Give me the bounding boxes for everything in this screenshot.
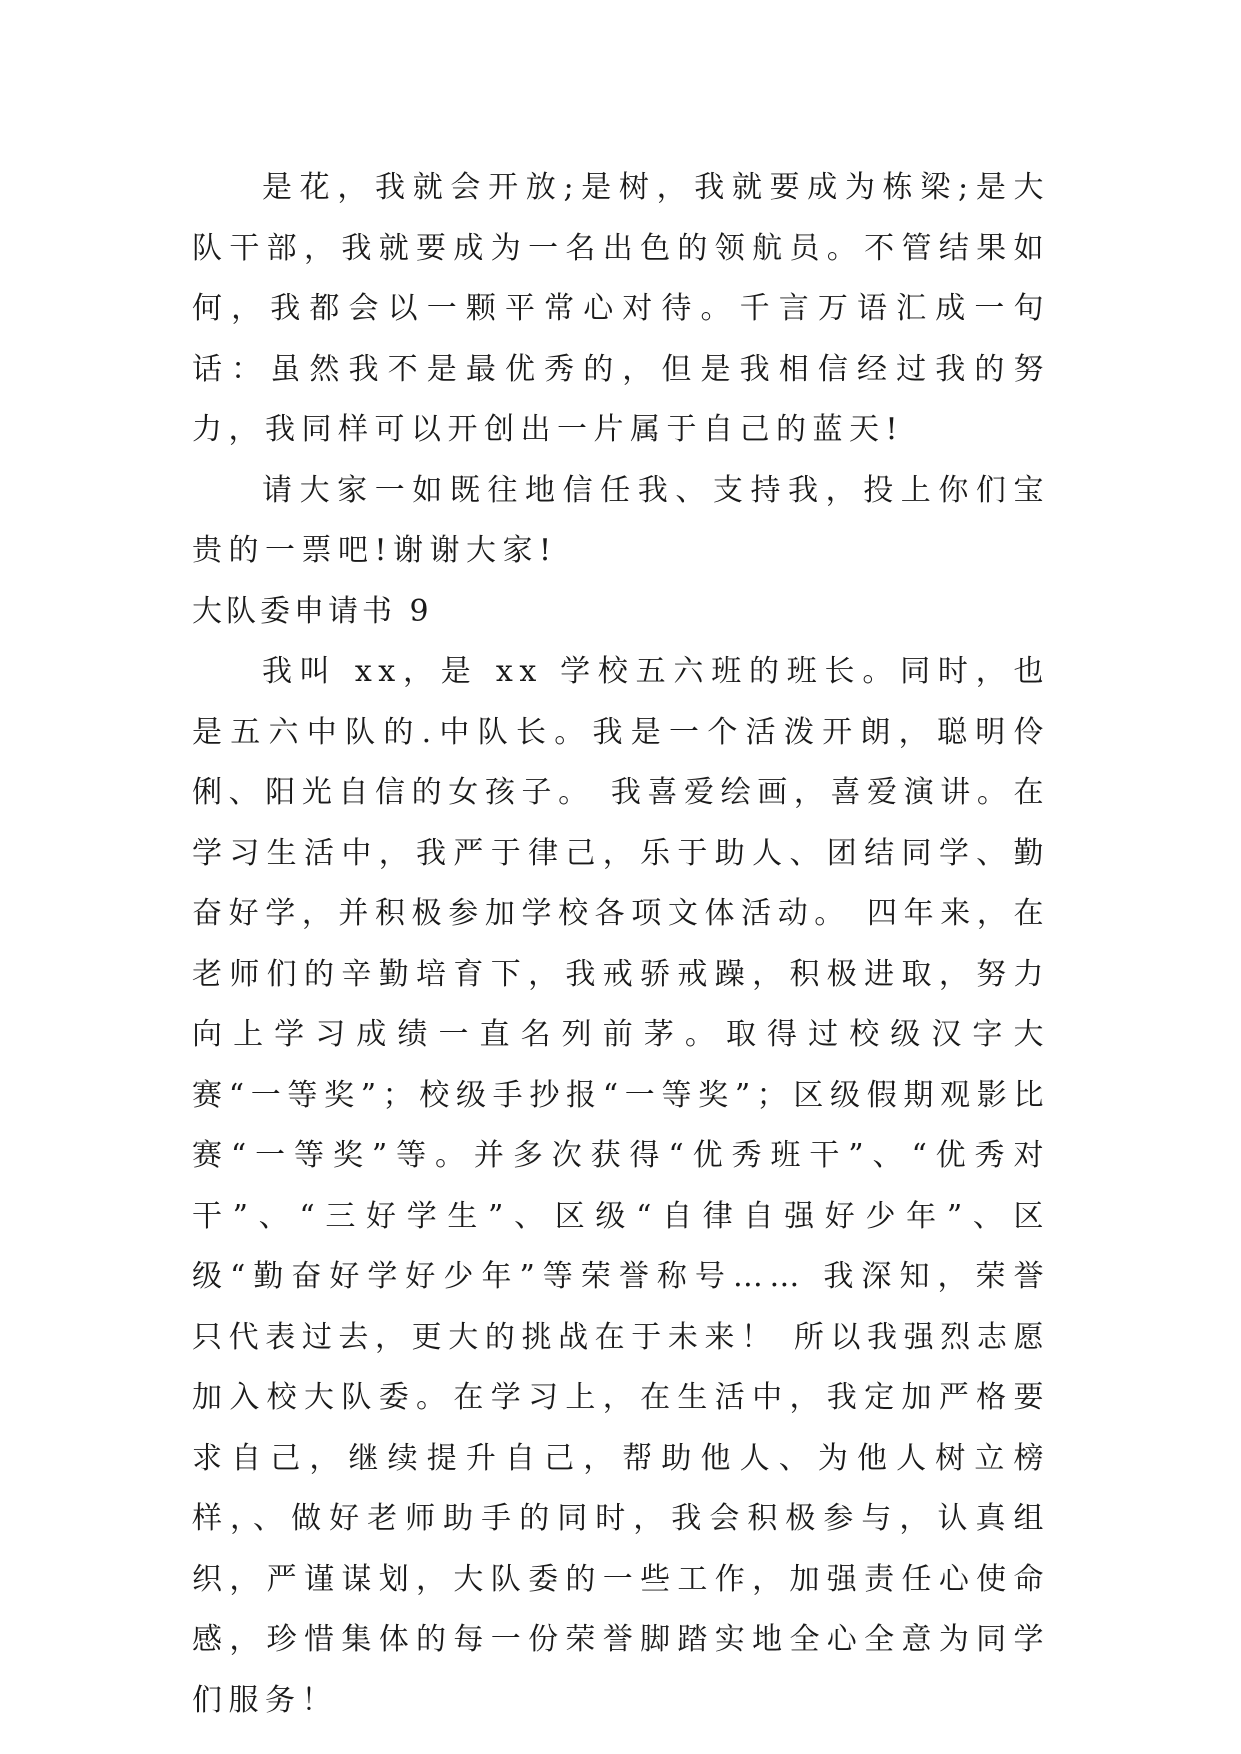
- section-heading: 大队委申请书 9: [192, 593, 433, 629]
- document-body: [192, 158, 1050, 1731]
- paragraph-flower-tree: 是花，我就会开放;是树，我就要成为栋梁;是大队干部，我就要成为一名出色的领航员。不管结果如何，我都会以一颗平常心对待。千言万语汇成一句话：虽然我不是最优秀的，但是我相信经过我的努力，我同样可以开创出一片属于自己的蓝天!: [192, 170, 1050, 447]
- paragraph-vote-request: 请大家一如既往地信任我、支持我，投上你们宝贵的一票吧!谢谢大家!: [192, 472, 1050, 568]
- paragraph-self-introduction: 我叫 xx，是 xx 学校五六班的班长。同时，也是五六中队的.中队长。我是一个活泼开朗，聪明伶俐、阳光自信的女孩子。 我喜爱绘画，喜爱演讲。在学习生活中，我严于律己，乐于助人、团结同学、勤奋好学，并积极参加学校各项文体活动。 四年来，在老师们的辛勤培育下，我戒骄戒躁，积极进取，努力向上学习成绩一直名列前茅。取得过校级汉字大赛“一等奖”；校级手抄报“一等奖”；区级假期观影比赛“一等奖”等。并多次获得“优秀班干”、“优秀对干”、“三好学生”、区级“自律自强好少年”、区级“勤奋好学好少年”等荣誉称号…… 我深知，荣誉只代表过去，更大的挑战在于未来！ 所以我强烈志愿加入校大队委。在学习上，在生活中，我定加严格要求自己，继续提升自己，帮助他人、为他人树立榜样，、做好老师助手的同时，我会积极参与，认真组织，严谨谋划，大队委的一些工作，加强责任心使命感，珍惜集体的每一份荣誉脚踏实地全心全意为同学们服务！: [192, 654, 1050, 1718]
